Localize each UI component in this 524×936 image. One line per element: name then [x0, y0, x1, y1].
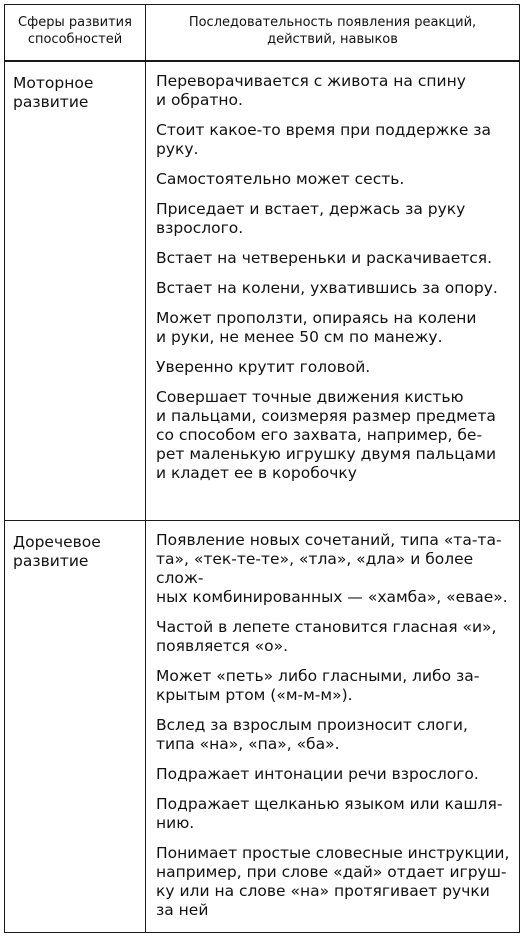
- list-item: Встает на колени, ухватившись за опору.: [156, 279, 498, 297]
- list-item: Может проползти, опираясь на колени и руки, не менее 50 см по манежу.: [156, 309, 477, 346]
- list-item: Понимает простые словесные инструкции, например, при слове «дай» отдает игруш- ку или на слове «на» протягивает ручки за ней: [156, 844, 510, 919]
- area-cell: [5, 61, 146, 521]
- header-row: [5, 5, 520, 62]
- list-item: Уверенно крутит головой.: [156, 358, 371, 376]
- list-item: Приседает и встает, держась за руку взрослого.: [156, 200, 466, 237]
- table-row-prespeech: [5, 521, 520, 933]
- table-row-motor: [5, 61, 520, 521]
- list-item: Вслед за взрослым произносит слоги, типа «на», «па», «ба».: [156, 716, 468, 753]
- list-item: Частой в лепете становится гласная «и», появляется «о».: [156, 618, 497, 655]
- list-item: Переворачивается с живота на спину и обратно.: [156, 72, 466, 109]
- list-item: Самостоятельно может сесть.: [156, 170, 405, 188]
- list-item: Подражает интонации речи взрослого.: [156, 765, 479, 783]
- area-cell: [5, 521, 146, 933]
- items-cell: [146, 61, 520, 521]
- list-item: Подражает щелканью языком или кашля- нию.: [156, 795, 503, 832]
- area-label-prespeech: Доречевое развитие: [13, 533, 101, 570]
- list-item: Совершает точные движения кистью и пальцами, соизмеряя размер предмета со способом его захвата, например, бе- рет маленькую игрушку двумя пальцами и кладет ее в коробочку: [156, 388, 497, 482]
- header-spheres: Сферы развития способностей: [5, 5, 146, 62]
- area-label-motor: Моторное развитие: [13, 74, 94, 111]
- development-table: [4, 4, 520, 933]
- list-item: Встает на четвереньки и раскачивается.: [156, 249, 493, 267]
- list-item: Появление новых сочетаний, типа «та-та- та», «тек-те-те», «тла», «дла» и более слож- ных комбинированных — «хамба», «евае».: [156, 531, 508, 606]
- items-cell: [146, 521, 520, 933]
- header-sequence: Последовательность появления реакций, действий, навыков: [146, 5, 520, 62]
- list-item: Может «петь» либо гласными, либо за- крытым ртом («м-м-м»).: [156, 667, 480, 704]
- list-item: Стоит какое-то время при поддержке за руку.: [156, 121, 492, 158]
